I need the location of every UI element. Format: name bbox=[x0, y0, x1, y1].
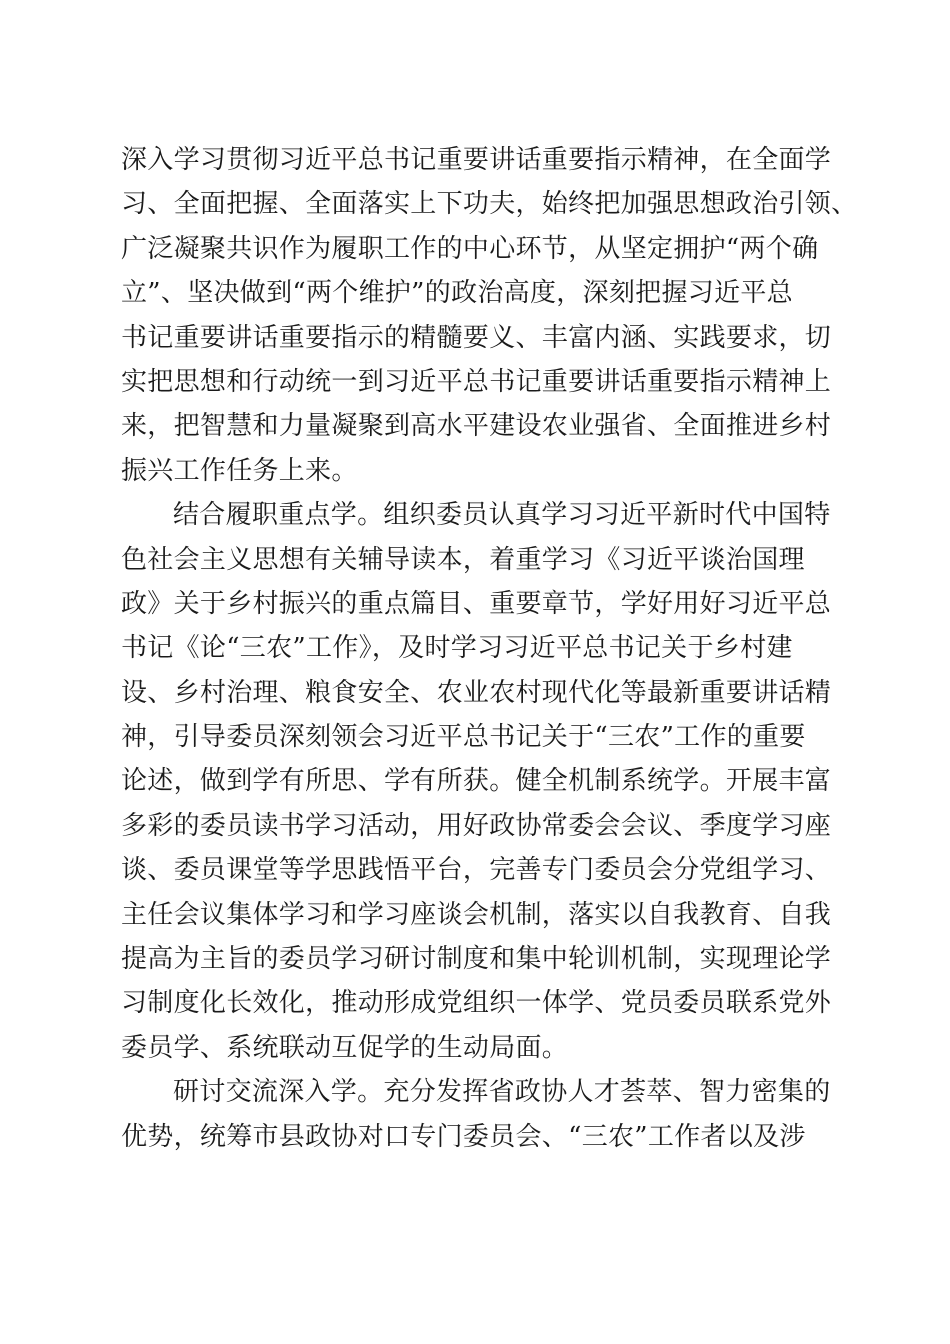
paragraph-line: 来，把智慧和力量凝聚到高水平建设农业强省、全面推进乡村 bbox=[121, 411, 832, 442]
paragraph-line: 书记《论“三农”工作》，及时学习习近平总书记关于乡村建 bbox=[121, 633, 793, 664]
paragraph-line: 委员学、系统联动互促学的生动局面。 bbox=[121, 1032, 569, 1063]
paragraph-line: 习、全面把握、全面落实上下功夫，始终把加强思想政治引领、 bbox=[121, 189, 858, 220]
paragraph-line: 神，引导委员深刻领会习近平总书记关于“三农”工作的重要 bbox=[121, 722, 806, 753]
paragraph-line: 多彩的委员读书学习活动，用好政协常委会会议、季度学习座 bbox=[121, 810, 832, 841]
paragraph-line: 设、乡村治理、粮食安全、农业农村现代化等最新重要讲话精 bbox=[121, 677, 832, 708]
paragraph-line: 书记重要讲话重要指示的精髓要义、丰富内涵、实践要求，切 bbox=[121, 322, 832, 353]
document-body bbox=[121, 138, 858, 1159]
paragraph-line: 主任会议集体学习和学习座谈会机制，落实以自我教育、自我 bbox=[121, 899, 832, 930]
paragraph-1 bbox=[121, 138, 858, 493]
paragraph-line: 色社会主义思想有关辅导读本，着重学习《习近平谈治国理 bbox=[121, 544, 805, 575]
paragraph-2 bbox=[121, 493, 831, 1070]
paragraph-line: 谈、委员课堂等学思践悟平台，完善专门委员会分党组学习、 bbox=[121, 855, 832, 886]
paragraph-line: 习制度化长效化，推动形成党组织一体学、党员委员联系党外 bbox=[121, 988, 832, 1019]
paragraph-line: 深入学习贯彻习近平总书记重要讲话重要指示精神，在全面学 bbox=[121, 145, 832, 175]
paragraph-first-line: 研讨交流深入学。充分发挥省政协人才荟萃、智力密集的 bbox=[173, 1077, 831, 1108]
paragraph-line: 论述，做到学有所思、学有所获。健全机制系统学。开展丰富 bbox=[121, 766, 832, 797]
paragraph-line: 实把思想和行动统一到习近平总书记重要讲话重要指示精神上 bbox=[121, 366, 832, 397]
paragraph-line: 广泛凝聚共识作为履职工作的中心环节，从坚定拥护“两个确 bbox=[121, 233, 819, 264]
paragraph-line: 优势，统筹市县政协对口专门委员会、“三农”工作者以及涉 bbox=[121, 1121, 806, 1152]
paragraph-line: 提高为主旨的委员学习研讨制度和集中轮训机制，实现理论学 bbox=[121, 944, 832, 975]
paragraph-3 bbox=[121, 1070, 831, 1159]
paragraph-line: 政》关于乡村振兴的重点篇目、重要章节，学好用好习近平总 bbox=[121, 588, 832, 619]
paragraph-first-line: 结合履职重点学。组织委员认真学习习近平新时代中国特 bbox=[173, 500, 831, 531]
paragraph-line: 立”、坚决做到“两个维护”的政治高度，深刻把握习近平总 bbox=[121, 278, 793, 309]
paragraph-line: 振兴工作任务上来。 bbox=[121, 455, 358, 486]
